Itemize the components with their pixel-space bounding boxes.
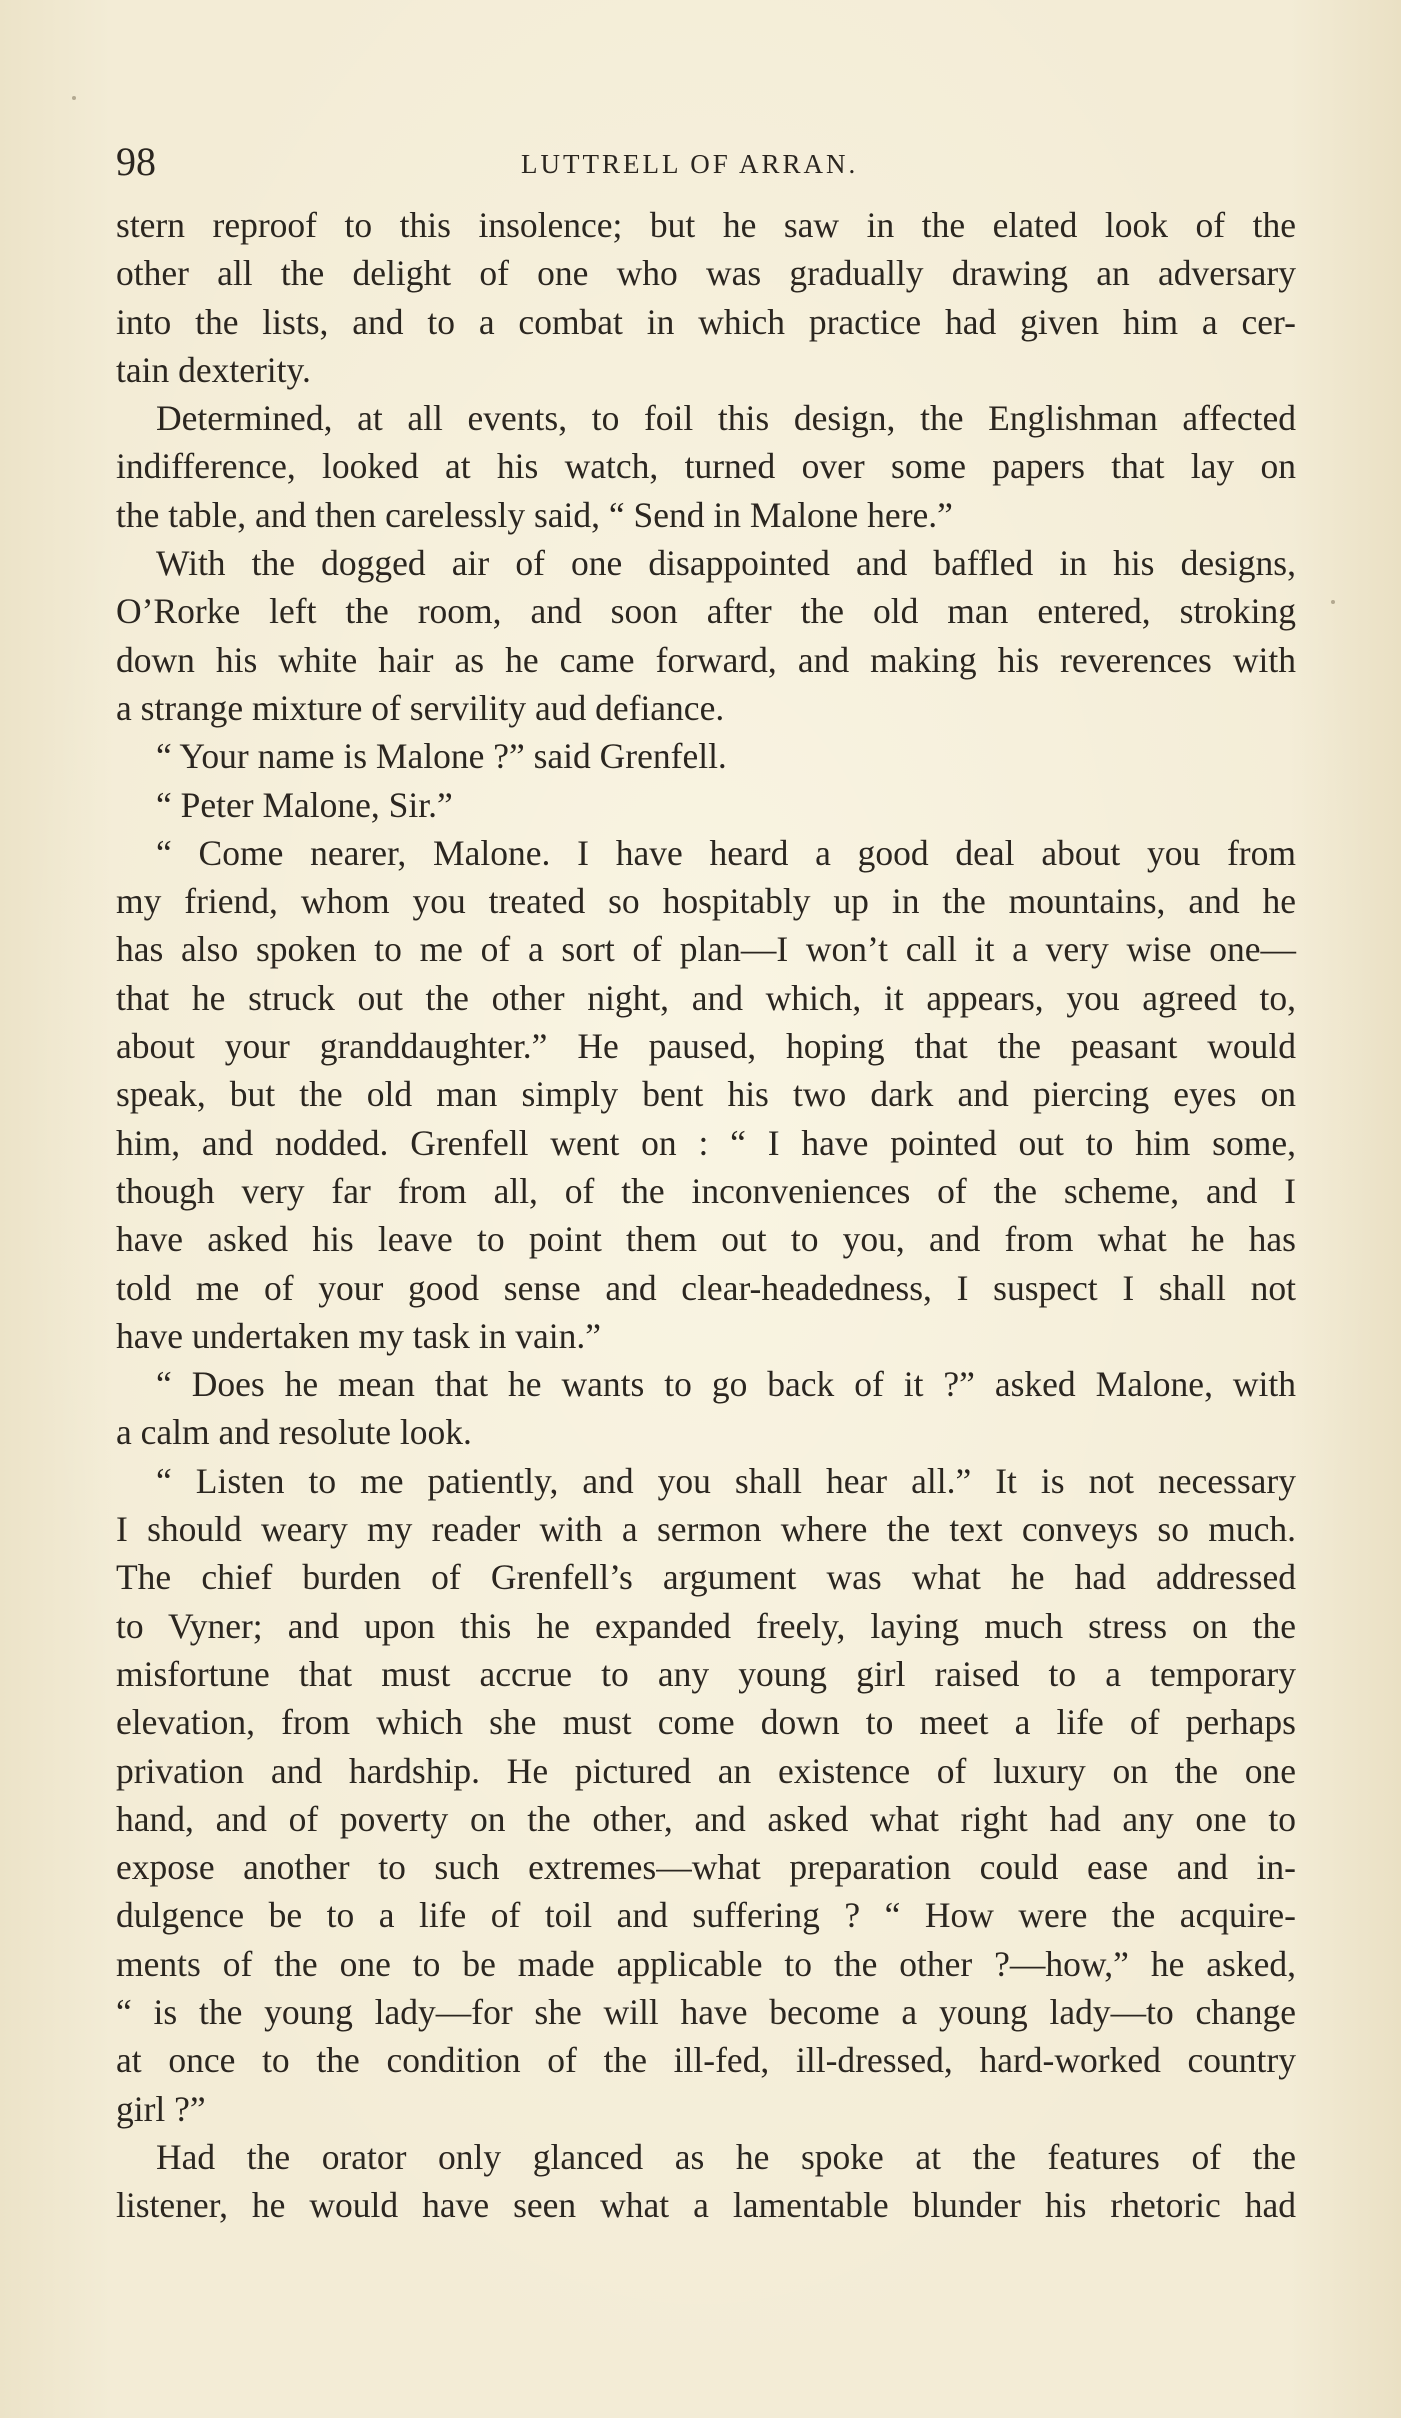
text-line: to Vyner; and upon this he expanded freely, laying much stress on the (116, 1605, 1296, 1646)
text-line: ments of the one to be made applicable to the other ?—how,” he asked, (116, 1943, 1296, 1984)
text-line: into the lists, and to a combat in which practice had given him a cer- (116, 301, 1296, 342)
text-line: listener, he would have seen what a lamentable blunder his rhetoric had (116, 2185, 1296, 2226)
text-line: have undertaken my task in vain.” (116, 1315, 602, 1356)
text-line: has also spoken to me of a sort of plan—I won’t call it a very wise one— (116, 929, 1296, 970)
paper-speck (1331, 600, 1335, 604)
text-line: “ Listen to me patiently, and you shall hear all.” It is not necessary (156, 1460, 1296, 1501)
text-line: O’Rorke left the room, and soon after the old man entered, stroking (116, 591, 1296, 632)
paper-speck (72, 96, 76, 100)
text-line: indifference, looked at his watch, turned over some papers that lay on (116, 446, 1296, 487)
text-line: told me of your good sense and clear-headedness, I suspect I shall not (116, 1267, 1296, 1308)
text-line: “ is the young lady—for she will have become a young lady—to change (116, 1991, 1296, 2032)
text-line: The chief burden of Grenfell’s argument was what he had addressed (116, 1557, 1296, 1598)
text-line: “ Does he mean that he wants to go back of it ?” asked Malone, with (156, 1364, 1296, 1405)
text-line: With the dogged air of one disappointed and baffled in his designs, (156, 543, 1296, 584)
text-line: “ Your name is Malone ?” said Grenfell. (156, 736, 727, 777)
text-line: about your granddaughter.” He paused, hoping that the peasant would (116, 1026, 1296, 1067)
text-line: privation and hardship. He pictured an existence of luxury on the one (116, 1750, 1296, 1791)
text-line: that he struck out the other night, and which, it appears, you agreed to, (116, 977, 1296, 1018)
text-line: a strange mixture of servility aud defiance. (116, 687, 725, 728)
text-line: Had the orator only glanced as he spoke at the features of the (156, 2136, 1296, 2177)
text-line: other all the delight of one who was gradually drawing an adversary (116, 253, 1296, 294)
text-line: I should weary my reader with a sermon where the text conveys so much. (116, 1509, 1296, 1550)
text-line: the table, and then carelessly said, “ Send in Malone here.” (116, 494, 953, 535)
text-line: girl ?” (116, 2088, 206, 2129)
text-line: have asked his leave to point them out to you, and from what he has (116, 1219, 1296, 1260)
text-line: him, and nodded. Grenfell went on : “ I have pointed out to him some, (116, 1122, 1296, 1163)
text-line: expose another to such extremes—what preparation could ease and in- (116, 1847, 1296, 1888)
text-line: “ Peter Malone, Sir.” (156, 784, 453, 825)
text-line: hand, and of poverty on the other, and asked what right had any one to (116, 1798, 1296, 1839)
text-line: my friend, whom you treated so hospitably up in the mountains, and he (116, 881, 1296, 922)
text-line: a calm and resolute look. (116, 1412, 472, 1453)
running-title: LUTTRELL OF ARRAN. (521, 149, 859, 179)
text-line: speak, but the old man simply bent his two dark and piercing eyes on (116, 1074, 1296, 1115)
text-line: elevation, from which she must come down to meet a life of perhaps (116, 1702, 1296, 1743)
body-text (116, 201, 1296, 2229)
text-line: though very far from all, of the inconveniences of the scheme, and I (116, 1170, 1296, 1211)
page-number: 98 (116, 139, 156, 184)
text-line: down his white hair as he came forward, and making his reverences with (116, 639, 1296, 680)
text-line: dulgence be to a life of toil and suffering ? “ How were the acquire- (116, 1895, 1296, 1936)
text-line: Determined, at all events, to foil this design, the Englishman affected (156, 398, 1296, 439)
text-line: tain dexterity. (116, 349, 311, 390)
text-line: “ Come nearer, Malone. I have heard a good deal about you from (156, 832, 1296, 873)
running-head (116, 132, 1300, 192)
text-line: at once to the condition of the ill-fed, ill-dressed, hard-worked country (116, 2040, 1296, 2081)
text-line: misfortune that must accrue to any young girl raised to a temporary (116, 1653, 1296, 1694)
text-line: stern reproof to this insolence; but he saw in the elated look of the (116, 205, 1296, 245)
